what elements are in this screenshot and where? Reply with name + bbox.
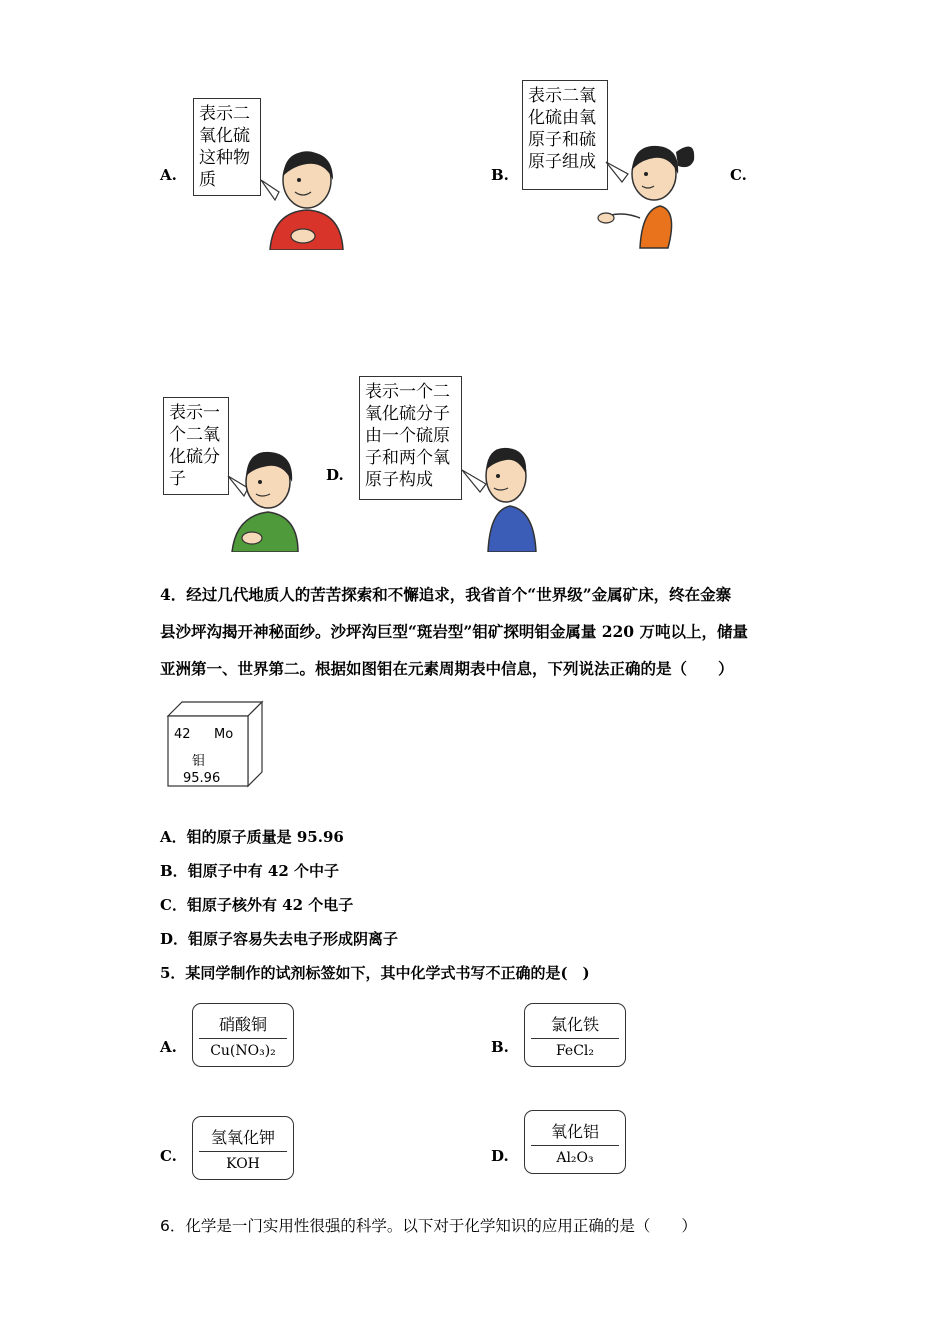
q5-option-d-letter: D.: [491, 1147, 509, 1165]
q3-option-b-letter: B.: [491, 166, 509, 184]
label-divider: [531, 1038, 619, 1039]
label-divider: [199, 1151, 287, 1152]
q3-option-c-bubble: 表示一 个二氧 化硫分 子: [163, 397, 229, 495]
q4-stem-line-2: 县沙坪沟揭开神秘面纱。沙坪沟巨型“斑岩型”钼矿探明钼金属量 220 万吨以上，储量: [160, 622, 748, 641]
label-divider: [531, 1145, 619, 1146]
q5-label-d: [524, 1110, 626, 1174]
element-atomic-number: 42: [174, 727, 191, 742]
q5-label-c-name: 氢氧化钾: [210, 1128, 275, 1147]
q3-option-a-bubble: 表示二 氧化硫 这种物 质: [193, 98, 261, 196]
man-figure-icon: [458, 440, 543, 552]
q5-label-b-formula: FeCl₂: [555, 1043, 595, 1059]
q5-label-b-name: 氯化铁: [550, 1015, 599, 1034]
q4-stem-line-1: 4．经过几代地质人的苦苦探索和不懈追求，我省首个“世界级”金属矿床，终在金寨: [160, 585, 732, 604]
q5-label-d-name: 氧化铝: [550, 1122, 599, 1141]
q5-label-c: [192, 1116, 294, 1180]
q6-stem: 6．化学是一门实用性很强的科学。以下对于化学知识的应用正确的是（ ）: [160, 1217, 697, 1235]
element-name: 钼: [192, 754, 206, 769]
q3-option-c-letter: C.: [730, 166, 747, 184]
q4-choice-a: A．钼的原子质量是 95.96: [160, 828, 344, 846]
q5-label-c-formula: KOH: [226, 1156, 260, 1172]
element-atomic-mass: 95.96: [183, 771, 221, 786]
q5-label-a: [192, 1003, 294, 1067]
q5-option-a-letter: A.: [160, 1038, 177, 1056]
label-divider: [199, 1038, 287, 1039]
q5-option-c-letter: C.: [160, 1147, 177, 1165]
q5-option-b-letter: B.: [491, 1038, 509, 1056]
q3-option-a-letter: A.: [160, 166, 177, 184]
q5-stem: 5．某同学制作的试剂标签如下，其中化学式书写不正确的是( ): [160, 964, 590, 982]
q5-label-b: [524, 1003, 626, 1067]
q5-label-a-formula: Cu(NO₃)₂: [210, 1043, 276, 1059]
q3-option-b-bubble: 表示二氧 化硫由氧 原子和硫 原子组成: [522, 80, 608, 190]
q4-choice-b: B．钼原子中有 42 个中子: [160, 862, 339, 880]
q4-stem-line-3: 亚洲第一、世界第二。根据如图钼在元素周期表中信息，下列说法正确的是（ ）: [160, 659, 734, 678]
boy-figure-icon: [255, 140, 350, 250]
q4-choice-c: C．钼原子核外有 42 个电子: [160, 896, 354, 914]
element-card-molybdenum: [166, 700, 266, 790]
q4-choice-d: D．钼原子容易失去电子形成阴离子: [160, 930, 399, 948]
q5-label-a-name: 硝酸铜: [218, 1015, 267, 1034]
q3-option-d-bubble: 表示一个二 氧化硫分子 由一个硫原 子和两个氧 原子构成: [359, 376, 462, 500]
element-symbol: Mo: [214, 727, 234, 742]
boy-green-figure-icon: [222, 440, 302, 552]
q5-label-d-formula: Al₂O₃: [556, 1150, 594, 1166]
girl-figure-icon: [596, 130, 706, 250]
q3-option-d-letter: D.: [326, 466, 344, 484]
